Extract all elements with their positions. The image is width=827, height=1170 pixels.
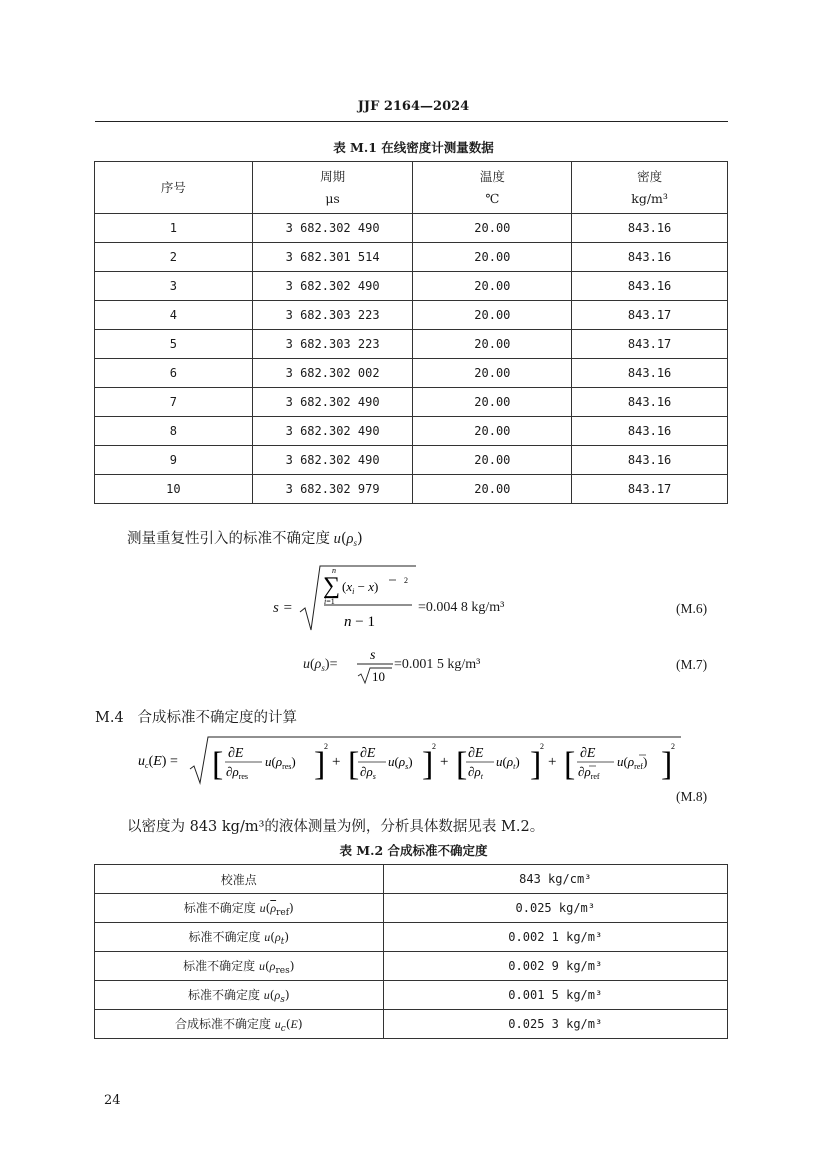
table-row: 1 3 682.302 490 20.00 843.16 bbox=[95, 214, 728, 243]
svg-text:∑: ∑ bbox=[323, 573, 341, 599]
repeatability-paragraph: 测量重复性引入的标准不确定度 $u(\rho_s)$ bbox=[127, 531, 363, 548]
svg-text:i=1: i=1 bbox=[324, 597, 335, 606]
svg-text:∂E: ∂E bbox=[360, 746, 376, 761]
header-rule bbox=[95, 121, 728, 122]
table-row: 标准不确定度 $u(\rho_s)$ 0.001 5 kg/m³ bbox=[95, 981, 728, 1010]
col-header: 843 kg/cm³ bbox=[383, 865, 727, 894]
eq7-number: (M.7) bbox=[676, 657, 708, 672]
table-row: 7 3 682.302 490 20.00 843.16 bbox=[95, 388, 728, 417]
svg-text:∂E: ∂E bbox=[580, 746, 596, 761]
table-row: 5 3 682.303 223 20.00 843.17 bbox=[95, 330, 728, 359]
svg-text:∂ρt: $\partial\rho_t$ bbox=[468, 764, 483, 781]
svg-text:+: + bbox=[548, 754, 557, 770]
col-header: 密度 kg/m³ bbox=[572, 162, 728, 214]
col-header: 温度 ℃ bbox=[413, 162, 572, 214]
eq7-lhs: $u(\rho_s)=$ bbox=[303, 657, 338, 673]
col-header: 序号 bbox=[95, 162, 253, 214]
table1-header-row bbox=[95, 162, 728, 214]
svg-text:∂E: ∂E bbox=[228, 746, 244, 761]
table-row: 3 3 682.302 490 20.00 843.16 bbox=[95, 272, 728, 301]
col-header: 校准点 bbox=[95, 865, 384, 894]
table-row: 标准不确定度 $u(\rho_t)$ 0.002 1 kg/m³ bbox=[95, 923, 728, 952]
page-number: 24 bbox=[104, 1093, 121, 1108]
table-row: 标准不确定度 $u(\rho_{res})$ 0.002 9 kg/m³ bbox=[95, 952, 728, 981]
svg-text:s: s bbox=[370, 648, 376, 663]
table2-caption: 表 M.2 合成标准不确定度 bbox=[339, 843, 488, 858]
table-row: 4 3 682.303 223 20.00 843.17 bbox=[95, 301, 728, 330]
svg-text:∂ρref: $\partial\rho_{ref}$ bbox=[578, 764, 600, 781]
svg-text:∂E: ∂E bbox=[468, 746, 484, 761]
svg-text:[: [ bbox=[564, 746, 576, 783]
table2-header-row bbox=[95, 865, 728, 894]
svg-text:u(ρt): $u(\rho_t)$ bbox=[496, 754, 520, 771]
eq6-number: (M.6) bbox=[676, 601, 708, 616]
svg-text:2: 2 bbox=[671, 742, 675, 751]
svg-text:n − 1: n − 1 bbox=[344, 614, 375, 630]
eq8-number: (M.8) bbox=[676, 789, 708, 804]
svg-text:[: [ bbox=[212, 746, 224, 783]
svg-text:]: ] bbox=[661, 746, 673, 783]
eq6-result: =0.004 8 kg/m³ bbox=[418, 600, 505, 615]
table-row: 8 3 682.302 490 20.00 843.16 bbox=[95, 417, 728, 446]
svg-text:[: [ bbox=[348, 746, 360, 783]
svg-text:n: n bbox=[332, 566, 336, 575]
table-row: 10 3 682.302 979 20.00 843.17 bbox=[95, 475, 728, 504]
table-row: 标准不确定度 $u(\overline{\rho}_{ref})$ 0.025 kg/m³ bbox=[95, 894, 728, 923]
svg-text:]: ] bbox=[530, 746, 542, 783]
running-header: JJF 2164—2024 bbox=[357, 99, 470, 114]
table2 bbox=[94, 864, 728, 1039]
table1 bbox=[94, 161, 728, 504]
svg-text:(xi − x): $(x_i - x)$ bbox=[342, 579, 379, 596]
svg-text:]: ] bbox=[422, 746, 434, 783]
section-heading: M.4 合成标准不确定度的计算 bbox=[95, 710, 298, 726]
eq7-result: =0.001 5 kg/m³ bbox=[394, 657, 481, 672]
svg-text:∂ρs: $\partial\rho_s$ bbox=[360, 764, 376, 781]
table-row: 合成标准不确定度 $u_c(E)$ 0.025 3 kg/m³ bbox=[95, 1010, 728, 1039]
table-row: 9 3 682.302 490 20.00 843.16 bbox=[95, 446, 728, 475]
svg-text:+: + bbox=[440, 754, 449, 770]
example-paragraph: 以密度为 843 kg/m³的液体测量为例，分析具体数据见表 M.2。 bbox=[127, 819, 545, 835]
col-header: 周期 μs bbox=[252, 162, 413, 214]
table-row: 6 3 682.302 002 20.00 843.16 bbox=[95, 359, 728, 388]
eq7-fraction bbox=[355, 645, 395, 687]
eq6-radical bbox=[298, 560, 418, 632]
svg-text:∂ρres: $\partial\rho_{res}$ bbox=[226, 764, 249, 781]
svg-text:2: 2 bbox=[324, 742, 328, 751]
svg-text:[: [ bbox=[456, 746, 468, 783]
eq8-formula bbox=[138, 735, 683, 785]
table1-caption: 表 M.1 在线密度计测量数据 bbox=[333, 140, 494, 155]
svg-text:2: 2 bbox=[432, 742, 436, 751]
svg-text:2: 2 bbox=[404, 576, 408, 585]
svg-text:u(ρres): $u(\rho_{res})$ bbox=[265, 754, 296, 771]
svg-text:u(ρs): $u(\rho_s)$ bbox=[388, 754, 413, 771]
svg-text:]: ] bbox=[314, 746, 326, 783]
svg-text:2: 2 bbox=[540, 742, 544, 751]
table-row: 2 3 682.301 514 20.00 843.16 bbox=[95, 243, 728, 272]
svg-text:10: 10 bbox=[372, 669, 385, 684]
svg-text:+: + bbox=[332, 754, 341, 770]
svg-text:u(ρref): $u(\rho_{ref})$ bbox=[617, 754, 648, 771]
svg-text:uc(E) =: $u_c(E)$ = bbox=[138, 754, 178, 770]
eq6-lhs: s = bbox=[273, 600, 293, 616]
